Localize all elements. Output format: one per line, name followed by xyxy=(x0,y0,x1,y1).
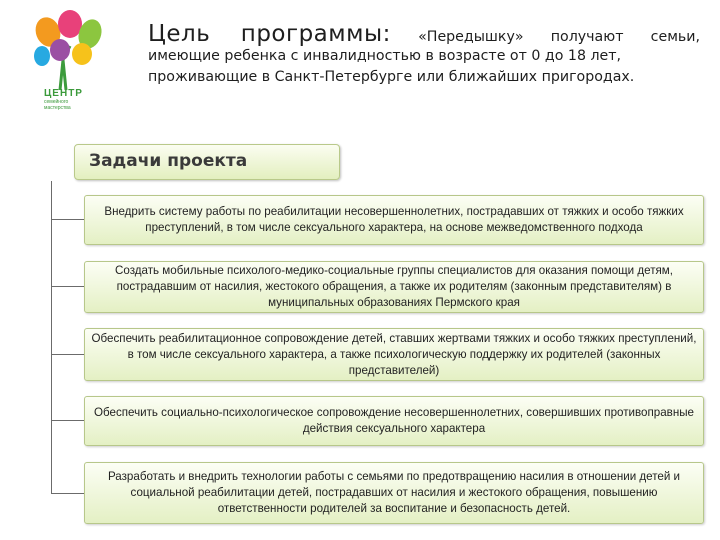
goal-line-2: имеющие ребенка с инвалидностью в возрасте от 0 до 18 лет, xyxy=(148,48,622,64)
tree-connector xyxy=(51,493,84,494)
tree-connector-vertical xyxy=(51,181,52,494)
tree-connector xyxy=(51,286,84,287)
task-item: Разработать и внедрить технологии работы с семьями по предотвращению насилия в отношении детей и социальной реабилитации детей, пострадавших от насилия и жестокого обращения, повышению ответственности родителей за воспитание и безопасность детей. xyxy=(84,462,704,524)
task-item: Обеспечить социально-психологическое сопровождение несовершеннолетних, совершивших противоправные действия сексуального характера xyxy=(84,396,704,446)
goal-line-1-text: «Передышку» получают семьи, xyxy=(418,29,700,45)
logo-caption xyxy=(30,88,106,111)
goal-line-1 xyxy=(148,21,700,48)
program-goal xyxy=(148,21,700,88)
tasks-header xyxy=(74,144,340,180)
logo-subtitle-1: семейного xyxy=(44,99,69,105)
task-item: Создать мобильные психолого-медико-социальные группы специалистов для оказания помощи детям, пострадавшим от насилия, жестокого обращения, а также их родителям (законным представителям) в муниципальных образованиях Пермского края xyxy=(84,261,704,313)
tree-connector xyxy=(51,219,84,220)
tree-connector xyxy=(51,420,84,421)
logo-title: ЦЕНТР xyxy=(44,88,83,99)
center-logo xyxy=(30,10,106,118)
tree-hands-icon xyxy=(30,10,106,92)
goal-title: Цель программы: xyxy=(148,21,391,47)
task-item: Обеспечить реабилитационное сопровождение детей, ставших жертвами тяжких и особо тяжких преступлений, в том числе сексуального характера, а также психологическую поддержку их родителей (законных представителей) xyxy=(84,328,704,381)
tasks-header-label: Задачи проекта xyxy=(89,151,248,171)
tree-connector xyxy=(51,354,84,355)
task-item: Внедрить систему работы по реабилитации несовершеннолетних, пострадавших от тяжких и особо тяжких преступлений, в том числе сексуального характера, на основе межведомственного подхода xyxy=(84,195,704,245)
logo-subtitle-2: мастерства xyxy=(44,105,71,111)
goal-line-3: проживающие в Санкт-Петербурге или ближайших пригородах. xyxy=(148,69,635,85)
